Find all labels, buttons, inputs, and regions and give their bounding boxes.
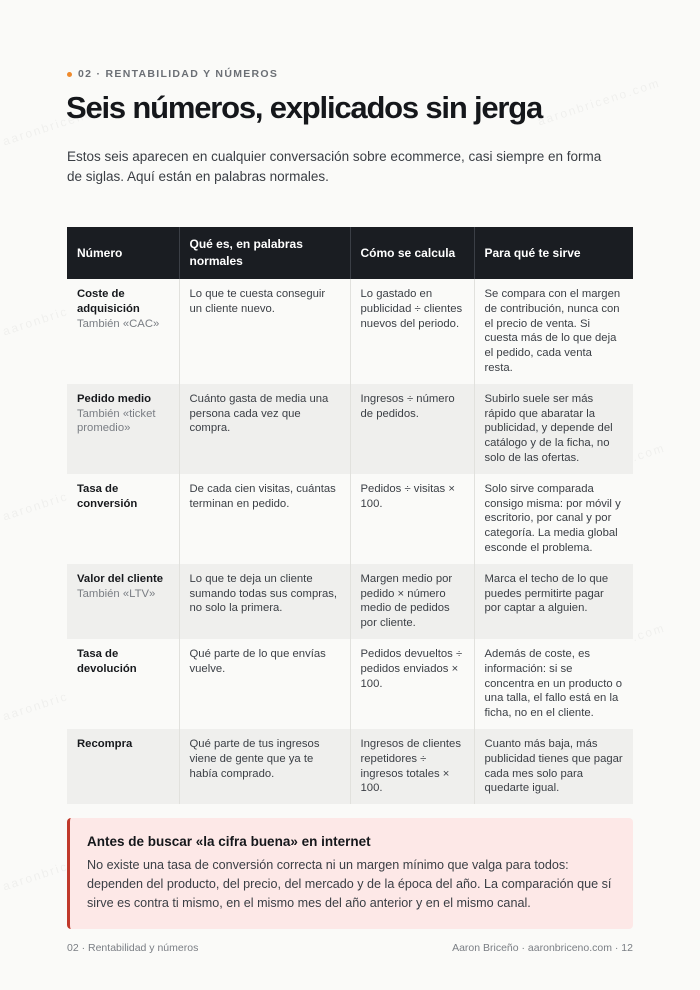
column-header-why: Para qué te sirve: [474, 227, 633, 279]
cell-what: Lo que te deja un cliente sumando todas sus compras, no solo la primera.: [179, 564, 350, 639]
intro-paragraph: Estos seis aparecen en cualquier conversación sobre ecommerce, casi siempre en forma de siglas. Aquí están en palabras normales.: [67, 149, 602, 184]
watermark: [536, 76, 662, 129]
table-row: [67, 729, 633, 804]
cell-why: Se compara con el margen de contribución, nunca con el precio de venta. Si cuesta más de lo que deja el pedido, cada venta resta.: [474, 279, 633, 384]
cell-term: [67, 564, 179, 639]
cell-what: Lo que te cuesta conseguir un cliente nuevo.: [179, 279, 350, 384]
section-eyebrow: [67, 68, 278, 80]
cell-why: Cuanto más baja, más publicidad tienes que pagar cada mes solo para quedarte igual.: [474, 729, 633, 804]
footer-section: 02 · Rentabilidad y números: [67, 942, 199, 954]
term-name: Coste de adquisición: [77, 288, 140, 315]
cell-what: Qué parte de tus ingresos viene de gente que ya te había comprado.: [179, 729, 350, 804]
metrics-table: [67, 227, 633, 804]
section-label: 02 · RENTABILIDAD Y NÚMEROS: [78, 68, 279, 80]
table-row: [67, 564, 633, 639]
column-header-how: Cómo se calcula: [350, 227, 474, 279]
table-row: [67, 384, 633, 474]
cell-term: [67, 729, 179, 804]
table-header-row: [67, 227, 633, 279]
cell-why: Marca el techo de lo que puedes permitirte pagar por captar a alguien.: [474, 564, 633, 639]
cell-term: [67, 639, 179, 729]
column-header-number: Número: [67, 227, 179, 279]
table-row: [67, 639, 633, 729]
cell-what: De cada cien visitas, cuántas terminan en pedido.: [179, 474, 350, 564]
term-alias: También «LTV»: [77, 587, 156, 600]
cell-term: [67, 279, 179, 384]
cell-why: Solo sirve comparada consigo misma: por móvil y escritorio, por canal y por categoría. La media global esconde el problema.: [474, 474, 633, 564]
cell-how: Margen medio por pedido × número medio de pedidos por cliente.: [350, 564, 474, 639]
cell-term: [67, 384, 179, 474]
cell-how: Ingresos de clientes repetidores ÷ ingresos totales × 100.: [350, 729, 474, 804]
term-alias: También «CAC»: [77, 317, 160, 330]
callout-title: Antes de buscar «la cifra buena» en internet: [87, 834, 371, 849]
table-row: [67, 279, 633, 384]
table-row: [67, 474, 633, 564]
cell-how: Pedidos ÷ visitas × 100.: [350, 474, 474, 564]
cell-what: Cuánto gasta de media una persona cada vez que compra.: [179, 384, 350, 474]
cell-how: Pedidos devueltos ÷ pedidos enviados × 100.: [350, 639, 474, 729]
column-header-what: Qué es, en palabras normales: [179, 227, 350, 279]
bullet-dot-icon: [67, 72, 72, 77]
term-name: Tasa de conversión: [77, 482, 138, 510]
cell-how: Lo gastado en publicidad ÷ clientes nuevos del periodo.: [350, 279, 474, 384]
term-name: Valor del cliente: [77, 572, 164, 585]
callout-body: No existe una tasa de conversión correcta ni un margen mínimo que valga para todos: dependen del producto, del precio, del mercado y de la época del año. La comparación que sí sirve es contra ti mismo, en el mismo mes del año anterior y en el mismo canal.: [87, 858, 612, 910]
cell-term: [67, 474, 179, 564]
term-name: Pedido medio: [77, 392, 152, 405]
term-alias: También «ticket promedio»: [77, 407, 156, 435]
term-name: Tasa de devolución: [77, 647, 137, 675]
footer-author-page: Aaron Briceño · aaronbriceno.com · 12: [452, 942, 633, 954]
cell-why: Además de coste, es información: si se concentra en un producto o una talla, el fallo está en la ficha, no en el cliente.: [474, 639, 633, 729]
cell-what: Qué parte de lo que envías vuelve.: [179, 639, 350, 729]
term-name: Recompra: [77, 737, 133, 750]
cell-why: Subirlo suele ser más rápido que abaratar la publicidad, y depende del catálogo y de la ficha, no solo de las ofertas.: [474, 384, 633, 474]
callout-box: [67, 818, 633, 929]
cell-how: Ingresos ÷ número de pedidos.: [350, 384, 474, 474]
page-title: Seis números, explicados sin jerga: [66, 90, 543, 125]
